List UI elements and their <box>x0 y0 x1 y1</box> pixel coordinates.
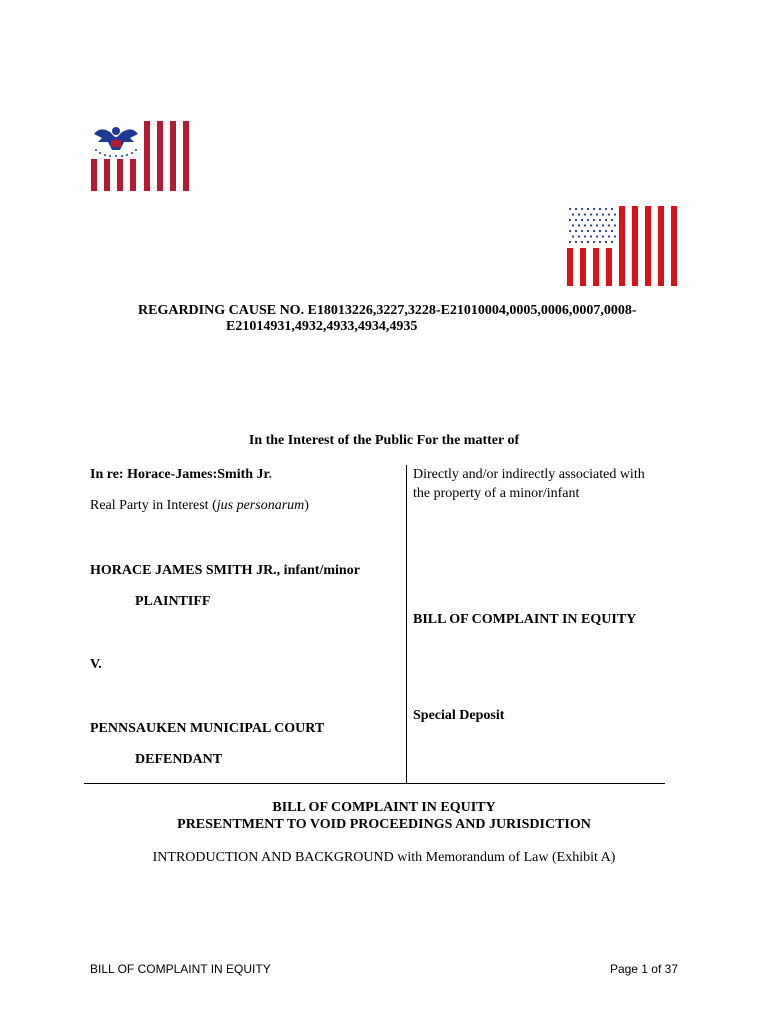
flag-star <box>599 230 601 232</box>
flag-star <box>575 219 577 221</box>
flag-star <box>578 213 580 215</box>
column-divider <box>406 465 407 783</box>
flag-star <box>611 241 613 243</box>
flag-star <box>578 224 580 226</box>
flag-star <box>572 235 574 237</box>
bill-title-right: BILL OF COMPLAINT IN EQUITY <box>413 612 637 627</box>
flag-star <box>599 241 601 243</box>
versus-label: V. <box>90 657 102 672</box>
flag-star <box>581 230 583 232</box>
in-re-dot: . <box>268 467 272 482</box>
flag-star <box>578 235 580 237</box>
flag-star <box>614 224 616 226</box>
flag-star <box>605 241 607 243</box>
association-line-2: the property of a minor/infant <box>413 486 580 501</box>
flag-star <box>572 213 574 215</box>
flag-star <box>581 241 583 243</box>
real-party-italic: jus personarum <box>216 498 305 513</box>
flag-star <box>590 224 592 226</box>
flag-star <box>605 208 607 210</box>
flag-star <box>611 230 613 232</box>
flag-star <box>608 213 610 215</box>
cause-line-1: REGARDING CAUSE NO. E18013226,3227,3228-E21010004,0005,0006,0007,0008- <box>138 303 637 318</box>
intro-line: INTRODUCTION AND BACKGROUND with Memorandum of Law (Exhibit A) <box>152 850 616 865</box>
flag-star <box>581 208 583 210</box>
flag-star <box>608 224 610 226</box>
flag-star <box>599 208 601 210</box>
document-title <box>0 799 768 833</box>
footer-page-number: Page 1 of 37 <box>609 962 678 976</box>
us-flag-icon <box>567 206 679 286</box>
plaintiff-label: PLAINTIFF <box>135 594 211 609</box>
flag-star <box>584 213 586 215</box>
title-line-2: PRESENTMENT TO VOID PROCEEDINGS AND JURISDICTION <box>177 817 591 832</box>
flag-star <box>611 219 613 221</box>
flag-star <box>569 230 571 232</box>
association-text <box>413 466 645 503</box>
flag-star <box>605 230 607 232</box>
flag-star <box>587 208 589 210</box>
eagle-flag-icon <box>90 120 198 192</box>
footer-left: BILL OF COMPLAINT IN EQUITY <box>90 962 271 976</box>
flag-star <box>587 219 589 221</box>
flag-star <box>602 213 604 215</box>
flag-star <box>614 235 616 237</box>
flag-star <box>572 224 574 226</box>
flag-star <box>584 235 586 237</box>
real-party-prefix: Real Party in Interest ( <box>90 498 217 513</box>
interest-heading: In the Interest of the Public For the matter of <box>248 433 520 448</box>
real-party-line <box>90 497 309 515</box>
flag-star <box>593 241 595 243</box>
caption-rule <box>84 783 665 784</box>
flag-star <box>596 213 598 215</box>
cause-number <box>90 303 690 335</box>
title-line-1: BILL OF COMPLAINT IN EQUITY <box>272 800 496 815</box>
defendant-label: DEFENDANT <box>135 752 223 767</box>
flag-star <box>596 235 598 237</box>
flag-star <box>584 224 586 226</box>
plaintiff-name: HORACE JAMES SMITH JR., infant/minor <box>90 563 360 578</box>
flag-star <box>590 235 592 237</box>
association-line-1: Directly and/or indirectly associated with <box>413 467 645 482</box>
flag-star <box>614 213 616 215</box>
defendant-name: PENNSAUKEN MUNICIPAL COURT <box>90 721 325 736</box>
flag-star <box>593 208 595 210</box>
flag-star <box>608 235 610 237</box>
in-re-text: In re: Horace-James:Smith Jr <box>90 467 269 482</box>
real-party-suffix: ) <box>304 498 309 513</box>
flag-star <box>593 230 595 232</box>
in-re-line <box>90 466 272 484</box>
flag-star <box>581 219 583 221</box>
flag-star <box>569 241 571 243</box>
flag-star <box>587 230 589 232</box>
flag-star <box>575 208 577 210</box>
flag-star <box>575 241 577 243</box>
flag-star <box>569 208 571 210</box>
flag-star <box>569 219 571 221</box>
special-deposit: Special Deposit <box>413 708 505 723</box>
flag-star <box>587 241 589 243</box>
flag-star <box>590 213 592 215</box>
flag-star <box>602 224 604 226</box>
flag-star <box>599 219 601 221</box>
flag-star <box>611 208 613 210</box>
flag-star <box>602 235 604 237</box>
flag-star <box>593 219 595 221</box>
flag-star <box>575 230 577 232</box>
flag-star <box>596 224 598 226</box>
cause-line-2: E21014931,4932,4933,4934,4935 <box>226 319 418 334</box>
flag-star <box>605 219 607 221</box>
